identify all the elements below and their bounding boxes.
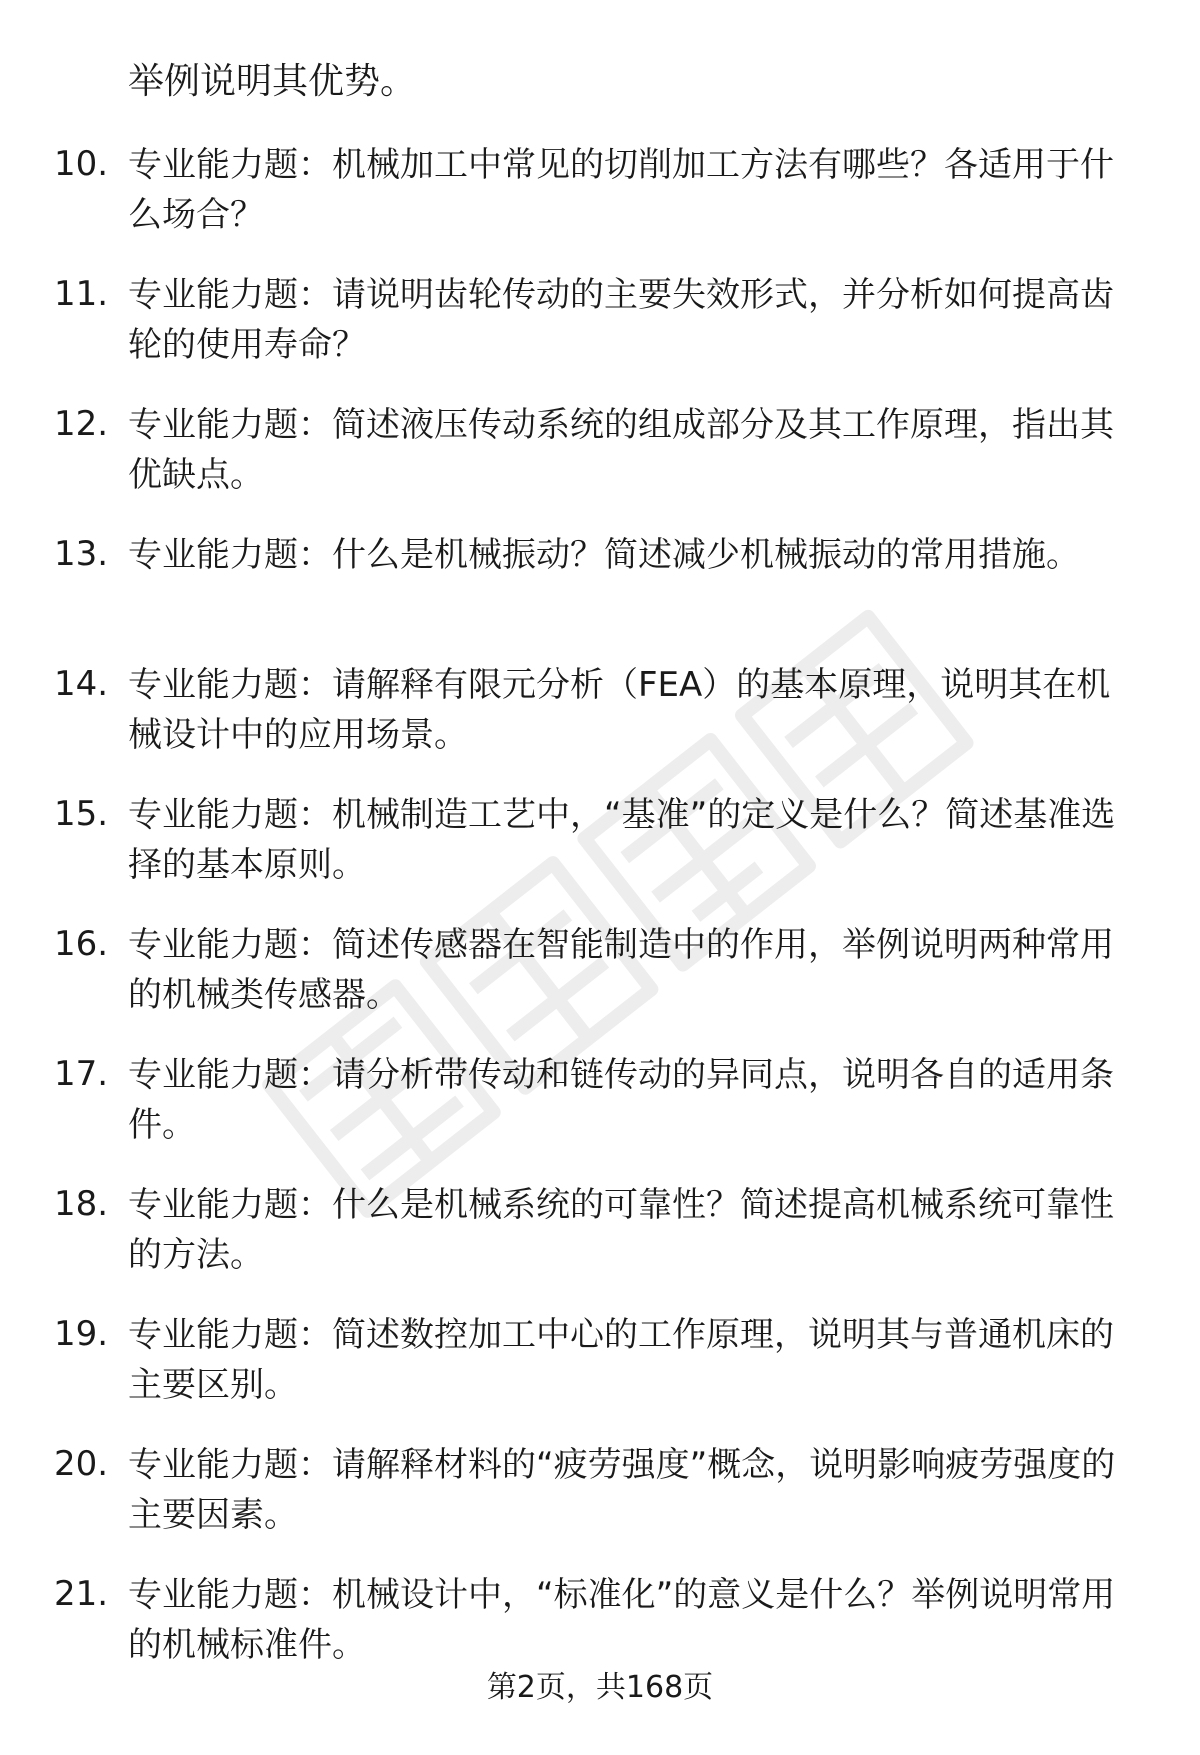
question-text: 专业能力题：机械制造工艺中，“基准”的定义是什么？简述基准选择的基本原则。 [128,795,1116,885]
question-number: 11. [54,274,109,314]
question-item [0,400,1200,530]
question-item [0,920,1200,1050]
question-number: 19. [54,1314,109,1354]
question-item [0,1180,1200,1310]
question-number: 12. [54,404,109,444]
question-item [0,1310,1200,1440]
question-number: 17. [54,1054,109,1094]
question-number: 16. [54,924,109,964]
question-item [0,1440,1200,1570]
question-text: 专业能力题：什么是机械系统的可靠性？简述提高机械系统可靠性的方法。 [128,1185,1114,1275]
question-text: 专业能力题：简述传感器在智能制造中的作用，举例说明两种常用的机械类传感器。 [128,925,1114,1015]
question-number: 21. [54,1574,109,1614]
question-item [0,270,1200,400]
question-text: 专业能力题：请说明齿轮传动的主要失效形式，并分析如何提高齿轮的使用寿命？ [128,275,1114,365]
continuation-text: 举例说明其优势。 [128,61,417,102]
question-text: 专业能力题：机械加工中常见的切削加工方法有哪些？各适用于什么场合？ [128,145,1114,235]
question-text: 专业能力题：请解释材料的“疲劳强度”概念，说明影响疲劳强度的主要因素。 [128,1445,1116,1535]
question-text: 专业能力题：请解释有限元分析（FEA）的基本原理，说明其在机械设计中的应用场景。 [128,665,1111,755]
question-text: 专业能力题：简述数控加工中心的工作原理，说明其与普通机床的主要区别。 [128,1315,1114,1405]
question-text: 专业能力题：简述液压传动系统的组成部分及其工作原理，指出其优缺点。 [128,405,1114,495]
question-text: 专业能力题：机械设计中，“标准化”的意义是什么？举例说明常用的机械标准件。 [128,1575,1116,1665]
question-number: 20. [54,1444,109,1484]
question-text: 专业能力题：请分析带传动和链传动的异同点，说明各自的适用条件。 [128,1055,1114,1145]
question-number: 13. [54,534,109,574]
question-list [0,140,1200,1700]
question-item [0,140,1200,270]
question-text: 专业能力题：什么是机械振动？简述减少机械振动的常用措施。 [128,535,1080,575]
question-item [0,790,1200,920]
question-number: 18. [54,1184,109,1224]
question-number: 10. [54,144,109,184]
page-footer: 第2页，共168页 [486,1670,714,1705]
question-item [0,660,1200,790]
question-item [0,1050,1200,1180]
question-item [0,530,1200,660]
question-number: 15. [54,794,109,834]
question-number: 14. [54,664,109,704]
